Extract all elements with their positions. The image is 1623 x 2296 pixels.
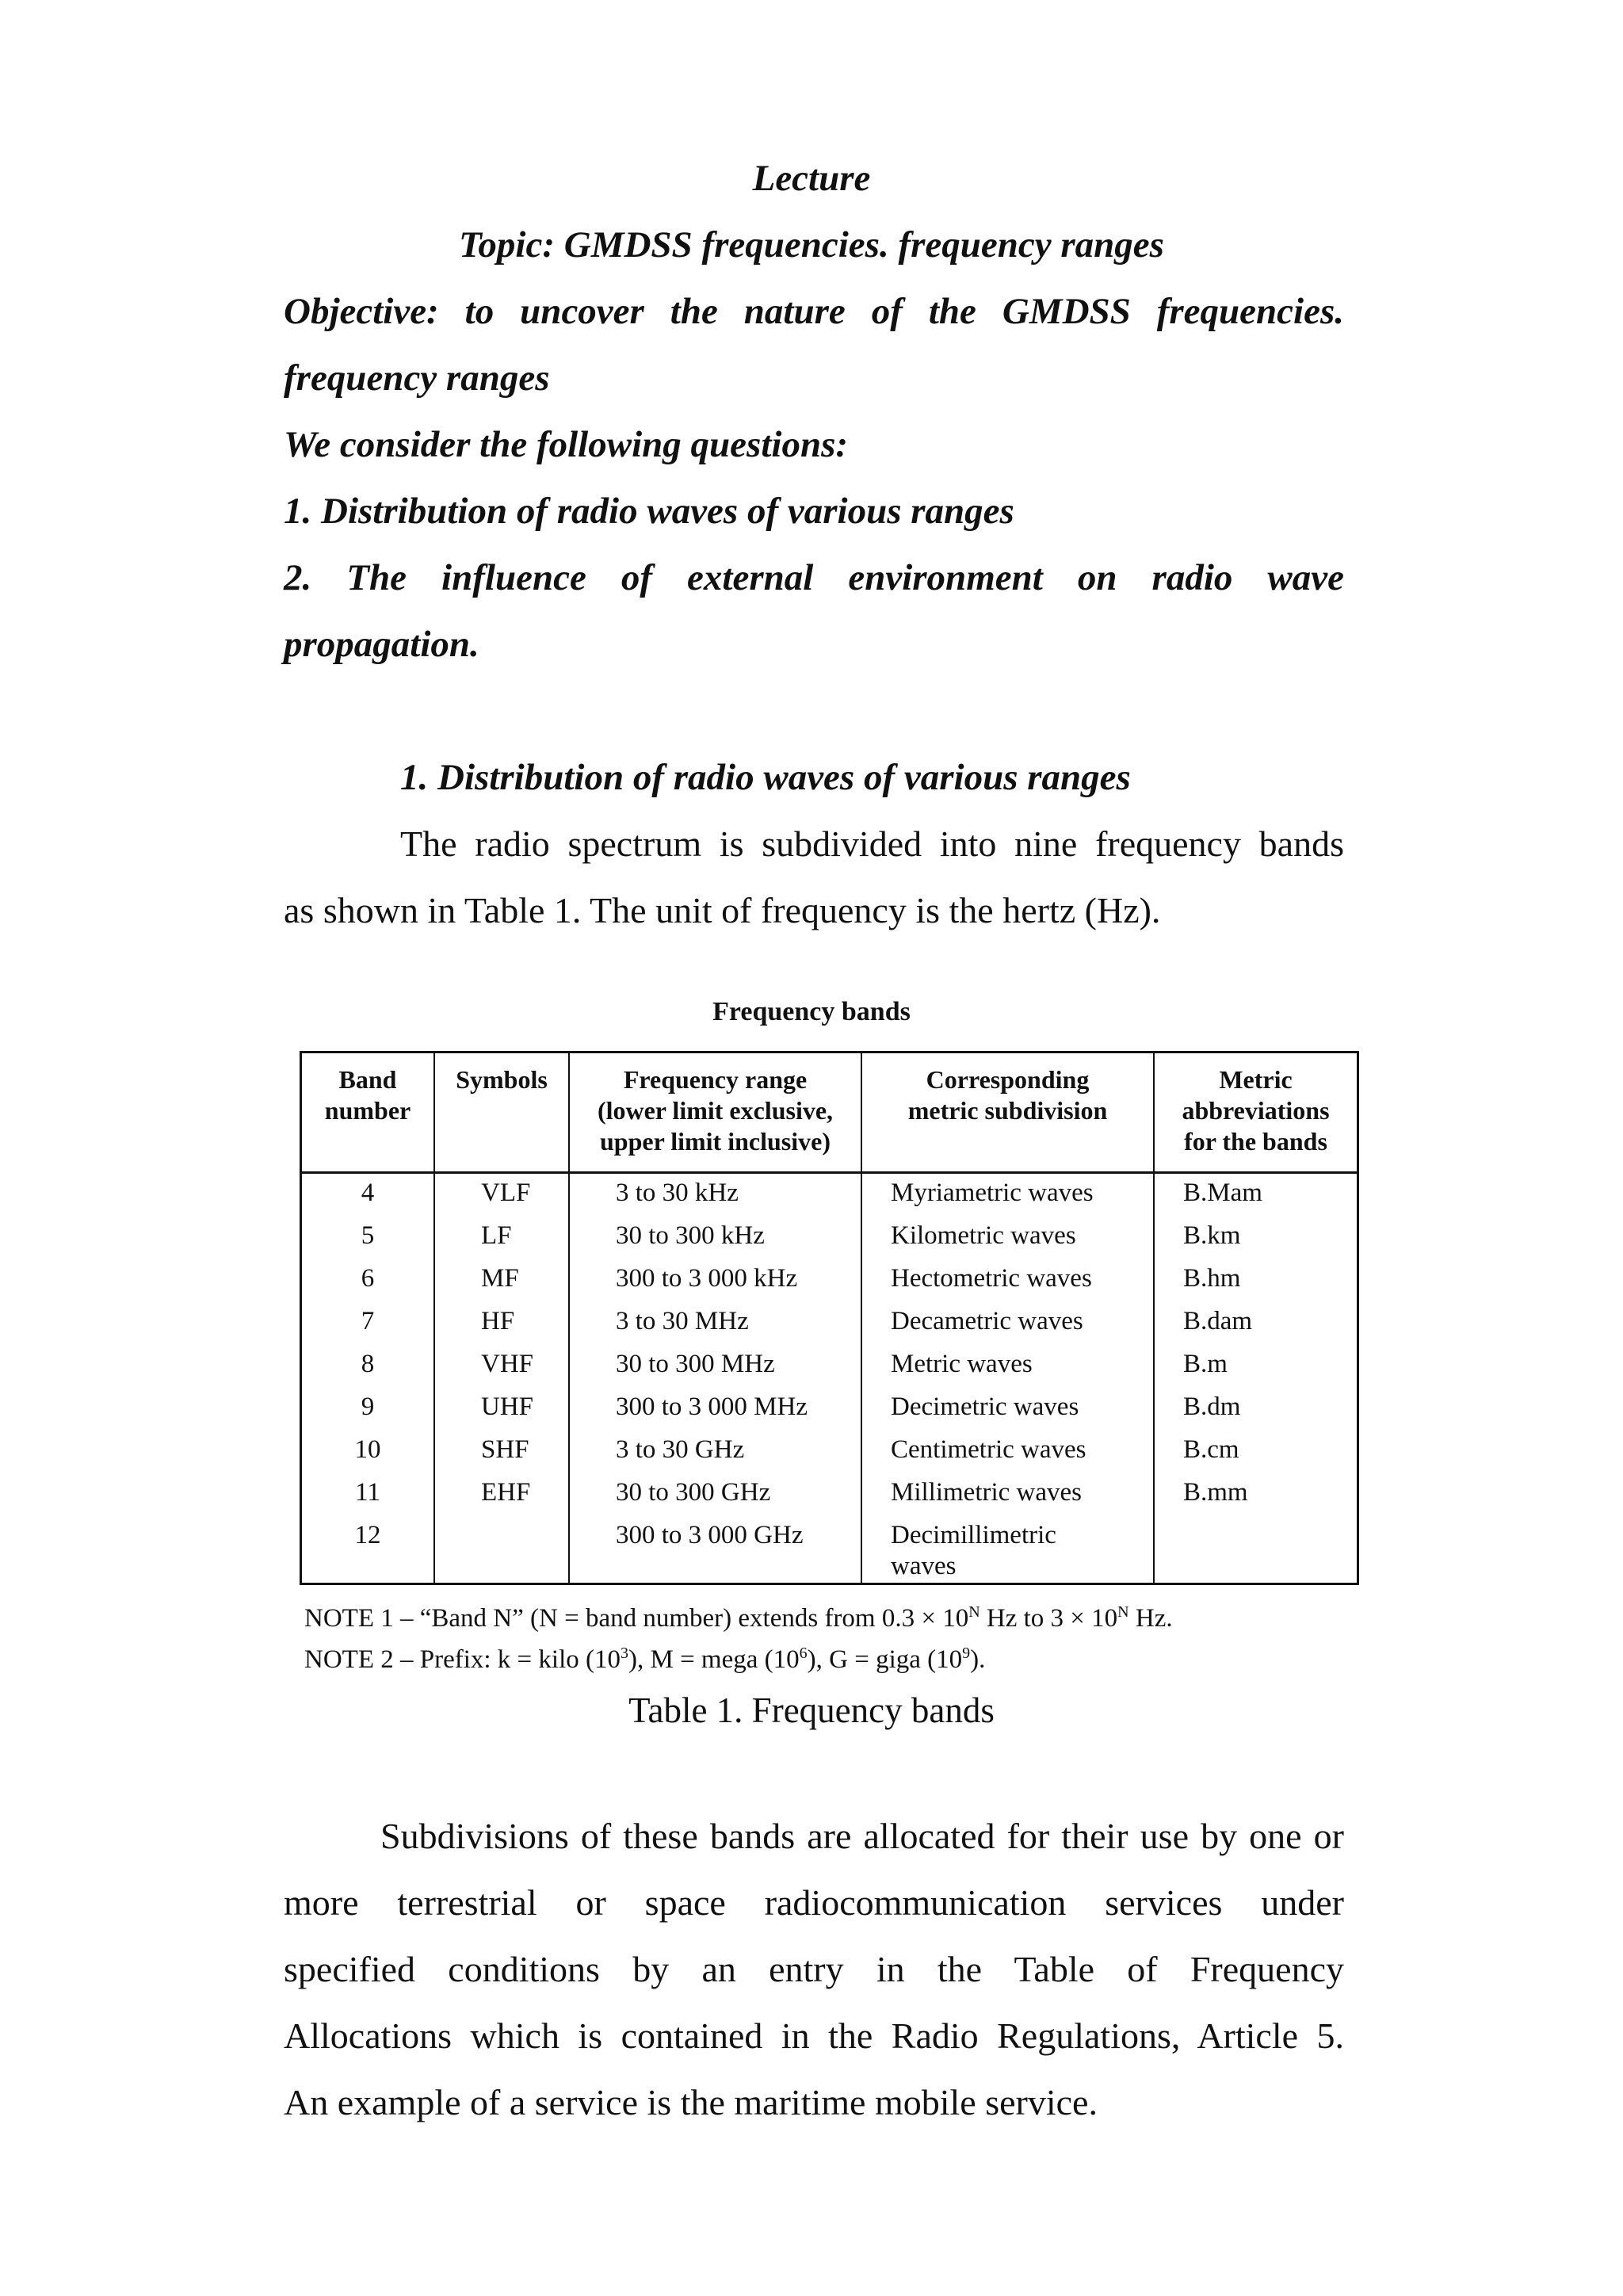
header-text: Corresponding bbox=[926, 1065, 1090, 1094]
band-number-cell: 7 bbox=[361, 1307, 375, 1335]
metric-subdivision-text: waves bbox=[891, 1552, 957, 1580]
frequency-range-cell: 3 to 30 kHz bbox=[616, 1179, 739, 1207]
section-1-para-line-1: The radio spectrum is subdivided into nine frequency bands bbox=[400, 823, 1344, 864]
metric-abbreviation-cell: B.hm bbox=[1183, 1264, 1241, 1293]
note-superscript: N bbox=[1117, 1603, 1129, 1621]
band-number-cell: 10 bbox=[354, 1435, 381, 1464]
header-metric-subdivision bbox=[862, 1064, 1153, 1126]
header-text: Metric bbox=[1219, 1065, 1293, 1094]
header-text: Band bbox=[338, 1065, 397, 1094]
section-1-heading: 1. Distribution of radio waves of various ranges bbox=[400, 757, 1131, 798]
frequency-range-cell: 300 to 3 000 kHz bbox=[616, 1264, 798, 1293]
band-number-cell: 5 bbox=[361, 1221, 375, 1250]
note-superscript: 6 bbox=[799, 1645, 808, 1662]
frequency-range-cell: 300 to 3 000 MHz bbox=[616, 1392, 808, 1421]
frequency-range-cell: 30 to 300 GHz bbox=[616, 1478, 771, 1507]
metric-subdivision-cell: Decametric waves bbox=[891, 1307, 1083, 1335]
question-2-line-2: propagation. bbox=[284, 624, 479, 665]
metric-abbreviation-cell: B.cm bbox=[1183, 1435, 1239, 1464]
topic-line: Topic: GMDSS frequencies. frequency ranges bbox=[459, 224, 1164, 266]
column-divider bbox=[433, 1053, 435, 1583]
symbol-cell: EHF bbox=[481, 1478, 531, 1507]
note-text: Hz. bbox=[1128, 1604, 1173, 1633]
metric-abbreviation-cell: B.dam bbox=[1183, 1307, 1253, 1335]
note-text: ), M = mega (10 bbox=[628, 1645, 800, 1674]
metric-abbreviation-cell: B.km bbox=[1183, 1221, 1241, 1250]
metric-subdivision-cell: Myriametric waves bbox=[891, 1179, 1094, 1207]
metric-subdivision-cell: Millimetric waves bbox=[891, 1478, 1083, 1507]
header-text: (lower limit exclusive, bbox=[597, 1096, 834, 1125]
note-text: ), G = giga (10 bbox=[807, 1645, 963, 1674]
metric-abbreviation-cell: B.Mam bbox=[1183, 1179, 1262, 1207]
section-2-line-1: Subdivisions of these bands are allocated for their use by one or bbox=[380, 1816, 1344, 1856]
frequency-range-cell: 3 to 30 MHz bbox=[616, 1307, 749, 1335]
header-text: for the bands bbox=[1184, 1127, 1327, 1156]
section-2-line-5: An example of a service is the maritime mobile service. bbox=[284, 2082, 1098, 2122]
table-note-2 bbox=[304, 1645, 985, 1675]
header-text: upper limit inclusive) bbox=[600, 1127, 831, 1156]
symbol-cell: UHF bbox=[481, 1392, 534, 1421]
band-number-cell: 12 bbox=[354, 1521, 381, 1549]
header-metric-abbreviations bbox=[1155, 1064, 1357, 1157]
table-title: Frequency bands bbox=[712, 997, 911, 1026]
symbol-cell: MF bbox=[481, 1264, 519, 1293]
metric-subdivision-text: Decimillimetric bbox=[891, 1521, 1056, 1549]
metric-abbreviation-cell: B.mm bbox=[1183, 1478, 1248, 1507]
band-number-cell: 6 bbox=[361, 1264, 375, 1293]
frequency-range-cell: 300 to 3 000 GHz bbox=[616, 1521, 804, 1549]
header-text: abbreviations bbox=[1182, 1096, 1330, 1125]
questions-intro: We consider the following questions: bbox=[284, 424, 849, 465]
section-2-line-2: more terrestrial or space radiocommunication services under bbox=[284, 1882, 1344, 1923]
band-number-cell: 11 bbox=[355, 1478, 380, 1507]
table-note-1 bbox=[304, 1604, 1173, 1633]
header-frequency-range bbox=[570, 1064, 861, 1157]
frequency-bands-table bbox=[300, 1051, 1359, 1585]
section-2-line-3: specified conditions by an entry in the Table of Frequency bbox=[284, 1949, 1344, 1989]
section-2-line-4: Allocations which is contained in the Radio Regulations, Article 5. bbox=[284, 2015, 1344, 2056]
symbol-cell: SHF bbox=[481, 1435, 529, 1464]
band-number-cell: 9 bbox=[361, 1392, 375, 1421]
symbol-cell: VLF bbox=[481, 1179, 531, 1207]
header-divider bbox=[302, 1171, 1357, 1174]
question-2-line-1: 2. The influence of external environment on radio wave bbox=[284, 557, 1344, 598]
metric-subdivision-cell bbox=[891, 1520, 1056, 1582]
band-number-cell: 4 bbox=[361, 1179, 375, 1207]
header-text: metric subdivision bbox=[907, 1096, 1108, 1125]
header-symbols bbox=[435, 1064, 568, 1095]
question-1: 1. Distribution of radio waves of various ranges bbox=[284, 491, 1014, 532]
metric-subdivision-cell: Centimetric waves bbox=[891, 1435, 1086, 1464]
note-text: ). bbox=[970, 1645, 986, 1674]
objective-line-2: frequency ranges bbox=[284, 357, 550, 399]
metric-abbreviation-cell: B.m bbox=[1183, 1350, 1228, 1378]
lecture-label: Lecture bbox=[752, 158, 871, 199]
frequency-range-cell: 30 to 300 MHz bbox=[616, 1350, 775, 1378]
symbol-cell: HF bbox=[481, 1307, 515, 1335]
header-text: Symbols bbox=[456, 1065, 548, 1094]
section-1-para-line-2: as shown in Table 1. The unit of frequency is the hertz (Hz). bbox=[284, 890, 1161, 930]
metric-subdivision-cell: Decimetric waves bbox=[891, 1392, 1079, 1421]
note-text: NOTE 2 – Prefix: k = kilo (10 bbox=[304, 1645, 621, 1674]
objective-line-1: Objective: to uncover the nature of the GMDSS frequencies. bbox=[284, 291, 1344, 332]
metric-abbreviation-cell: B.dm bbox=[1183, 1392, 1241, 1421]
note-text: NOTE 1 – “Band N” (N = band number) extends from 0.3 × 10 bbox=[304, 1604, 969, 1633]
note-text: Hz to 3 × 10 bbox=[980, 1604, 1118, 1633]
frequency-range-cell: 3 to 30 GHz bbox=[616, 1435, 745, 1464]
symbol-cell: VHF bbox=[481, 1350, 534, 1378]
header-text: Frequency range bbox=[623, 1065, 808, 1094]
metric-subdivision-cell: Metric waves bbox=[891, 1350, 1033, 1378]
note-superscript: 9 bbox=[962, 1645, 971, 1662]
header-band-number bbox=[302, 1064, 433, 1126]
symbol-cell: LF bbox=[481, 1221, 512, 1250]
note-superscript: 3 bbox=[620, 1645, 628, 1662]
header-text: number bbox=[324, 1096, 411, 1125]
metric-subdivision-cell: Hectometric waves bbox=[891, 1264, 1092, 1293]
metric-subdivision-cell: Kilometric waves bbox=[891, 1221, 1076, 1250]
column-divider bbox=[861, 1053, 862, 1583]
note-superscript: N bbox=[968, 1603, 980, 1621]
table-caption: Table 1. Frequency bands bbox=[628, 1690, 995, 1730]
band-number-cell: 8 bbox=[361, 1350, 375, 1378]
frequency-range-cell: 30 to 300 kHz bbox=[616, 1221, 765, 1250]
